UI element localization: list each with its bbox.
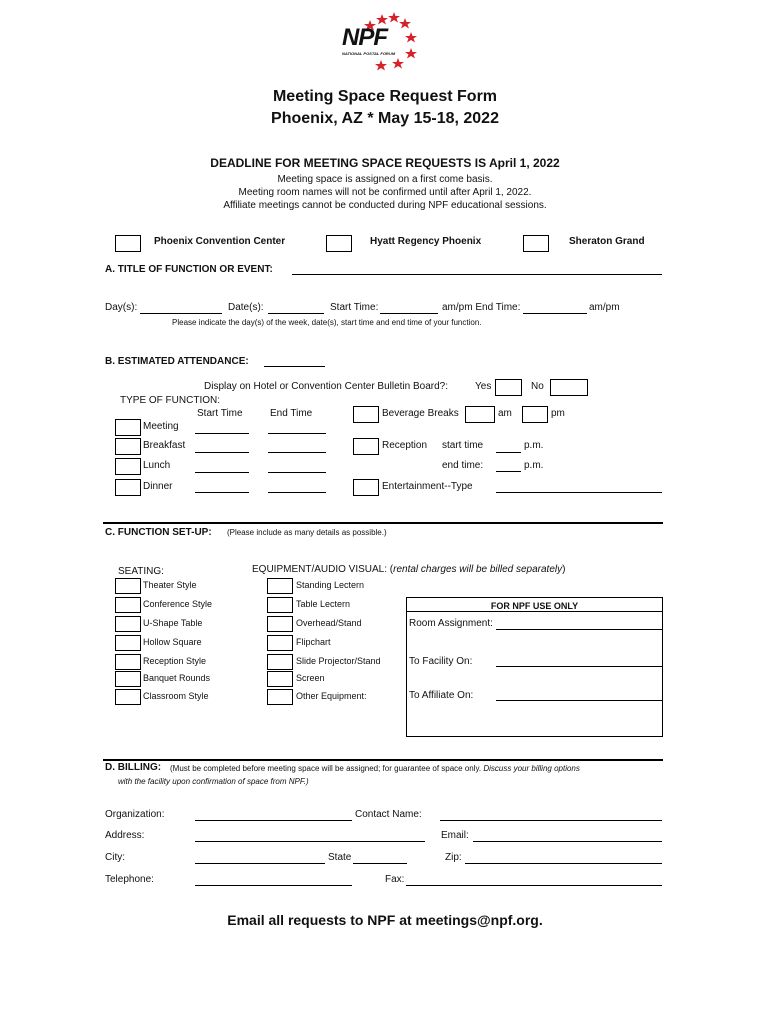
function-checkbox[interactable] bbox=[115, 419, 141, 436]
function-end-field[interactable] bbox=[268, 459, 326, 473]
pm-label: pm bbox=[551, 408, 565, 419]
equipment-label-item: Standing Lectern bbox=[296, 580, 365, 590]
beverage-label: Beverage Breaks bbox=[382, 408, 459, 419]
seating-checkbox[interactable] bbox=[115, 597, 141, 613]
equipment-label-text: EQUIPMENT/AUDIO VISUAL: ( bbox=[252, 564, 394, 575]
beverage-checkbox[interactable] bbox=[353, 406, 379, 423]
function-start-field[interactable] bbox=[195, 440, 249, 453]
deadline-line: Meeting room names will not be confirmed until after April 1, 2022. bbox=[238, 187, 532, 198]
equipment-label bbox=[252, 564, 565, 575]
entertainment-checkbox[interactable] bbox=[353, 479, 379, 496]
venue-label: Sheraton Grand bbox=[569, 236, 645, 247]
equipment-label-item: Table Lectern bbox=[296, 599, 351, 609]
equipment-checkbox[interactable] bbox=[267, 616, 293, 632]
reception-end-label: end time: bbox=[442, 460, 484, 471]
reception-label: Reception bbox=[382, 440, 428, 451]
section-a-note: Please indicate the day(s) of the week, date(s), start time and end time of your function. bbox=[172, 318, 482, 327]
venue-checkbox[interactable] bbox=[115, 235, 141, 252]
deadline-line: Meeting space is assigned on a first come basis. bbox=[277, 174, 493, 185]
city-field[interactable] bbox=[195, 850, 325, 864]
title-field[interactable] bbox=[292, 262, 662, 275]
address-field[interactable] bbox=[195, 828, 425, 842]
section-c-label: C. FUNCTION SET-UP: bbox=[105, 527, 212, 538]
function-label: Lunch bbox=[143, 460, 171, 471]
start-time-header: Start Time bbox=[197, 408, 243, 419]
equipment-checkbox[interactable] bbox=[267, 654, 293, 670]
dates-label: Date(s): bbox=[228, 302, 264, 313]
start-time-field[interactable] bbox=[380, 300, 438, 314]
section-b-label: B. ESTIMATED ATTENDANCE: bbox=[105, 356, 249, 367]
seating-label-item: Classroom Style bbox=[143, 691, 209, 701]
state-field[interactable] bbox=[353, 850, 407, 864]
footer-email-note: Email all requests to NPF at meetings@npf.org. bbox=[227, 912, 543, 928]
venue-label: Hyatt Regency Phoenix bbox=[370, 236, 482, 247]
function-checkbox[interactable] bbox=[115, 458, 141, 475]
section-d-note bbox=[170, 764, 580, 773]
seating-label: SEATING: bbox=[118, 566, 164, 577]
section-a-label: A. TITLE OF FUNCTION OR EVENT: bbox=[105, 264, 273, 275]
logo-text: NPF bbox=[342, 24, 387, 51]
venue-checkbox[interactable] bbox=[326, 235, 352, 252]
page-subtitle: Phoenix, AZ * May 15-18, 2022 bbox=[271, 110, 499, 127]
reception-start-label: start time bbox=[442, 440, 484, 451]
address-label: Address: bbox=[105, 830, 145, 841]
equipment-checkbox[interactable] bbox=[267, 671, 293, 687]
section-divider bbox=[103, 759, 663, 761]
pm-text: p.m. bbox=[524, 440, 544, 451]
equipment-label-item: Other Equipment: bbox=[296, 691, 367, 701]
contact-label: Contact Name: bbox=[355, 809, 422, 820]
section-c-note: (Please include as many details as possible.) bbox=[227, 528, 387, 537]
room-assignment-label: Room Assignment: bbox=[409, 618, 493, 629]
equipment-label-italic: rental charges will be billed separately bbox=[393, 564, 563, 575]
state-label: State bbox=[328, 852, 352, 863]
seating-checkbox[interactable] bbox=[115, 616, 141, 632]
function-start-field[interactable] bbox=[195, 459, 249, 473]
organization-label: Organization: bbox=[105, 809, 165, 820]
reception-start-field[interactable] bbox=[496, 440, 521, 453]
no-checkbox[interactable] bbox=[550, 379, 588, 396]
logo-subtext: NATIONAL POSTAL FORUM bbox=[342, 51, 396, 56]
reception-checkbox[interactable] bbox=[353, 438, 379, 455]
equipment-label-item: Overhead/Stand bbox=[296, 618, 362, 628]
seating-checkbox[interactable] bbox=[115, 671, 141, 687]
seating-label-item: Banquet Rounds bbox=[143, 673, 211, 683]
function-checkbox[interactable] bbox=[115, 479, 141, 496]
deadline-heading: DEADLINE FOR MEETING SPACE REQUESTS IS April 1, 2022 bbox=[210, 156, 560, 170]
seating-label-item: U-Shape Table bbox=[143, 618, 203, 628]
venue-label: Phoenix Convention Center bbox=[154, 236, 286, 247]
function-label: Breakfast bbox=[143, 440, 186, 451]
section-divider bbox=[103, 522, 663, 524]
days-label: Day(s): bbox=[105, 302, 138, 313]
seating-checkbox[interactable] bbox=[115, 654, 141, 670]
ampm-label: am/pm bbox=[589, 302, 620, 313]
section-d-label: D. BILLING: bbox=[105, 762, 162, 773]
display-question: Display on Hotel or Convention Center Bulletin Board?: bbox=[204, 381, 449, 392]
city-label: City: bbox=[105, 852, 125, 863]
contact-field[interactable] bbox=[440, 807, 662, 821]
telephone-label: Telephone: bbox=[105, 874, 154, 885]
page-title: Meeting Space Request Form bbox=[272, 88, 498, 105]
equipment-checkbox[interactable] bbox=[267, 578, 293, 594]
attendance-field[interactable] bbox=[264, 353, 325, 367]
to-facility-field[interactable] bbox=[496, 654, 662, 667]
entertainment-label: Entertainment--Type bbox=[382, 481, 473, 492]
section-d-note-2: with the facility upon confirmation of space from NPF.) bbox=[118, 777, 309, 786]
equipment-checkbox[interactable] bbox=[267, 635, 293, 651]
function-label: Meeting bbox=[143, 421, 179, 432]
seating-checkbox[interactable] bbox=[115, 578, 141, 594]
days-field[interactable] bbox=[140, 300, 222, 314]
equipment-label-close: ) bbox=[562, 564, 566, 575]
room-assignment-field[interactable] bbox=[496, 617, 662, 630]
npf-use-only-heading: FOR NPF USE ONLY bbox=[490, 601, 579, 611]
entertainment-field[interactable] bbox=[496, 480, 662, 493]
end-time-label: am/pm End Time: bbox=[442, 302, 521, 313]
zip-label: Zip: bbox=[445, 852, 462, 863]
zip-field[interactable] bbox=[465, 850, 662, 864]
seating-label-item: Hollow Square bbox=[143, 637, 202, 647]
email-label: Email: bbox=[441, 830, 469, 841]
reception-end-field[interactable] bbox=[496, 459, 521, 472]
function-end-field[interactable] bbox=[268, 480, 326, 493]
dates-field[interactable] bbox=[268, 300, 324, 314]
equipment-checkbox[interactable] bbox=[267, 597, 293, 613]
function-start-field[interactable] bbox=[195, 480, 249, 493]
equipment-label-item: Flipchart bbox=[296, 637, 331, 647]
no-label: No bbox=[531, 381, 544, 392]
section-d-note-text: (Must be completed before meeting space will be assigned; for guarantee of space only. bbox=[170, 764, 482, 773]
seating-checkbox[interactable] bbox=[115, 635, 141, 651]
telephone-field[interactable] bbox=[195, 872, 352, 886]
function-end-field[interactable] bbox=[268, 440, 326, 453]
equipment-checkbox[interactable] bbox=[267, 689, 293, 705]
function-checkbox[interactable] bbox=[115, 438, 141, 455]
am-label: am bbox=[498, 408, 512, 419]
yes-label: Yes bbox=[475, 381, 492, 392]
pm-text: p.m. bbox=[524, 460, 544, 471]
to-affiliate-field[interactable] bbox=[496, 688, 662, 701]
section-d-note-italic: Discuss your billing options bbox=[483, 764, 580, 773]
equipment-label-item: Screen bbox=[296, 673, 325, 683]
type-of-function-label: TYPE OF FUNCTION: bbox=[120, 395, 220, 406]
end-time-field[interactable] bbox=[523, 300, 587, 314]
to-facility-label: To Facility On: bbox=[409, 656, 473, 667]
npf-box-divider bbox=[406, 598, 663, 612]
npf-logo bbox=[336, 10, 422, 74]
equipment-label-item: Slide Projector/Stand bbox=[296, 656, 381, 666]
to-affiliate-label: To Affiliate On: bbox=[409, 690, 474, 701]
seating-label-item: Theater Style bbox=[143, 580, 197, 590]
function-end-field[interactable] bbox=[268, 421, 326, 434]
deadline-line: Affiliate meetings cannot be conducted during NPF educational sessions. bbox=[223, 200, 547, 211]
end-time-header: End Time bbox=[270, 408, 313, 419]
yes-checkbox[interactable] bbox=[495, 379, 522, 396]
pm-checkbox[interactable] bbox=[522, 406, 548, 423]
function-start-field[interactable] bbox=[195, 421, 249, 434]
seating-label-item: Reception Style bbox=[143, 656, 207, 666]
am-checkbox[interactable] bbox=[465, 406, 495, 423]
organization-field[interactable] bbox=[195, 807, 352, 821]
start-time-label: Start Time: bbox=[330, 302, 379, 313]
email-field[interactable] bbox=[473, 828, 662, 842]
venue-checkbox[interactable] bbox=[523, 235, 549, 252]
seating-label-item: Conference Style bbox=[143, 599, 213, 609]
function-label: Dinner bbox=[143, 481, 173, 492]
fax-label: Fax: bbox=[385, 874, 405, 885]
seating-checkbox[interactable] bbox=[115, 689, 141, 705]
fax-field[interactable] bbox=[406, 872, 662, 886]
